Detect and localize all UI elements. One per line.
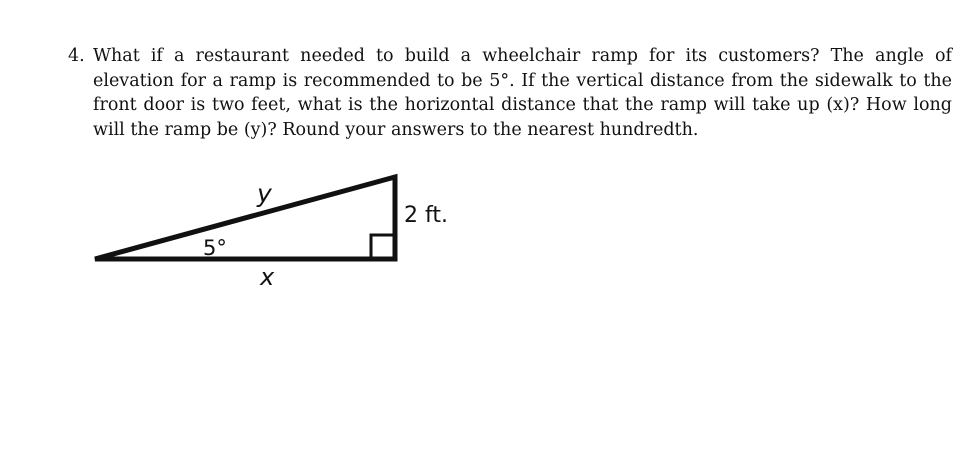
hypotenuse-label-y: y xyxy=(257,179,272,208)
base-label-x: x xyxy=(260,263,275,291)
vertical-side-label: 2 ft. xyxy=(404,203,448,228)
problem-number: 4. xyxy=(68,46,85,66)
ramp-triangle xyxy=(95,177,395,259)
right-angle-marker xyxy=(371,235,395,259)
angle-label: 5° xyxy=(203,236,227,260)
problem-text: What if a restaurant needed to build a wheelchair ramp for its customers? The angle of elevation for a ramp is recommended to be 5°. If the vertical distance from the sidewalk to the front door is two feet, what is the horizontal distance that the ramp will take up (x)? How long will the ramp be (y)? Round your answers to the nearest hundredth. xyxy=(93,46,952,140)
